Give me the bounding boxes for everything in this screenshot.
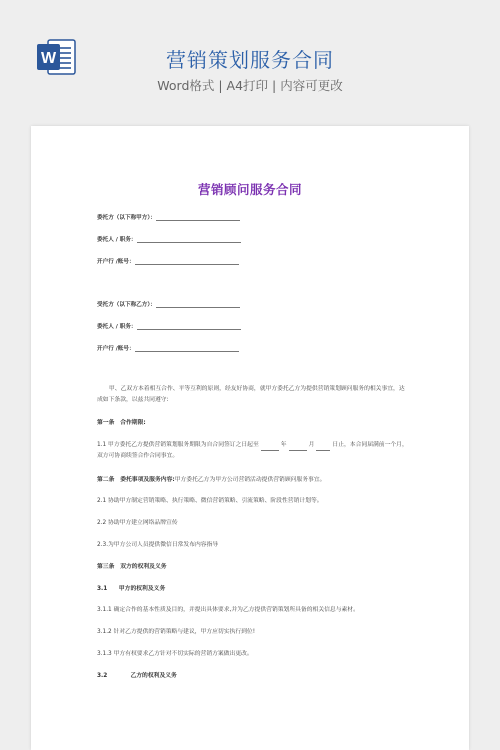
page-subtitle: Word格式 | A4打印 | 内容可更改 bbox=[157, 78, 343, 93]
party-a-bank-label: 开户行 /账号： bbox=[97, 259, 135, 265]
section-3-2-heading: 3.2 乙方的权利及义务 bbox=[97, 673, 177, 679]
party-b-label: 受托方（以下称乙方）： bbox=[97, 302, 156, 308]
blank-line bbox=[156, 301, 240, 308]
blank-line bbox=[137, 323, 241, 330]
party-a-field bbox=[97, 213, 240, 221]
clause-1-1: 1.1 甲方委托乙方提供营销策划服务期限为自合同签订之日起至 年 月 日止，本合同届满前一个月，双方可协商续签合作合同事宜。 bbox=[97, 442, 408, 459]
party-a-agent-field bbox=[97, 235, 241, 243]
blank-line bbox=[135, 258, 239, 265]
blank-line bbox=[135, 345, 239, 352]
party-b-bank-field bbox=[97, 344, 239, 352]
clause-3-1-3: 3.1.3 甲方有权要求乙方针对不切实际的营销方案做出更改。 bbox=[97, 651, 253, 657]
page-title: 营销策划服务合同 bbox=[166, 48, 334, 72]
header bbox=[0, 0, 500, 125]
party-a-label: 委托方（以下称甲方）： bbox=[97, 215, 156, 221]
clause-3-1-1: 3.1.1 确定合作的基本性质及目的，并提出具体要求,并为乙方提供营销策划所具备的相关信息与素材。 bbox=[97, 607, 359, 613]
blank-line bbox=[156, 214, 240, 221]
article-1-heading: 第一条 合作期限: bbox=[97, 420, 146, 426]
clause-2-2: 2.2 协助甲方建立网络品牌宣传 bbox=[97, 520, 178, 526]
party-b-agent-label: 委托人 / 职务： bbox=[97, 324, 137, 330]
intro-paragraph: 甲、乙双方本着相互合作、平等互利的原则，经友好协商，就甲方委托乙方为提供营销策划顾问服务的相关事宜，达成如下条款，以兹共同遵守: bbox=[97, 386, 405, 403]
clause-2-1: 2.1 协助甲方制定营销策略、执行策略、微信营销策略、引流策略、阶段性营销计划等。 bbox=[97, 498, 323, 504]
section-3-1-heading: 3.1 甲方的权利及义务 bbox=[97, 586, 166, 592]
party-a-bank-field bbox=[97, 257, 239, 265]
party-b-agent-field bbox=[97, 322, 241, 330]
article-3-heading: 第三条 双方的权利及义务 bbox=[97, 564, 167, 570]
document-page bbox=[31, 126, 469, 750]
party-b-bank-label: 开户行 /账号： bbox=[97, 346, 135, 352]
clause-3-1-2: 3.1.2 针对乙方提供的营销策略与建议，甲方应切实执行到位! bbox=[97, 629, 256, 635]
article-2: 第二条 委托事项及服务内容:甲方委托乙方为甲方公司营销活动提供营销顾问服务事宜。 bbox=[97, 477, 326, 483]
document-title: 营销顾问服务合同 bbox=[197, 182, 302, 197]
clause-2-3: 2.3.为甲方公司人员提供微信日常发布内容指导 bbox=[97, 542, 219, 548]
party-b-field bbox=[97, 300, 240, 308]
party-a-agent-label: 委托人 / 职务： bbox=[97, 237, 137, 243]
svg-text:W: W bbox=[40, 50, 57, 67]
blank-line bbox=[137, 236, 241, 243]
